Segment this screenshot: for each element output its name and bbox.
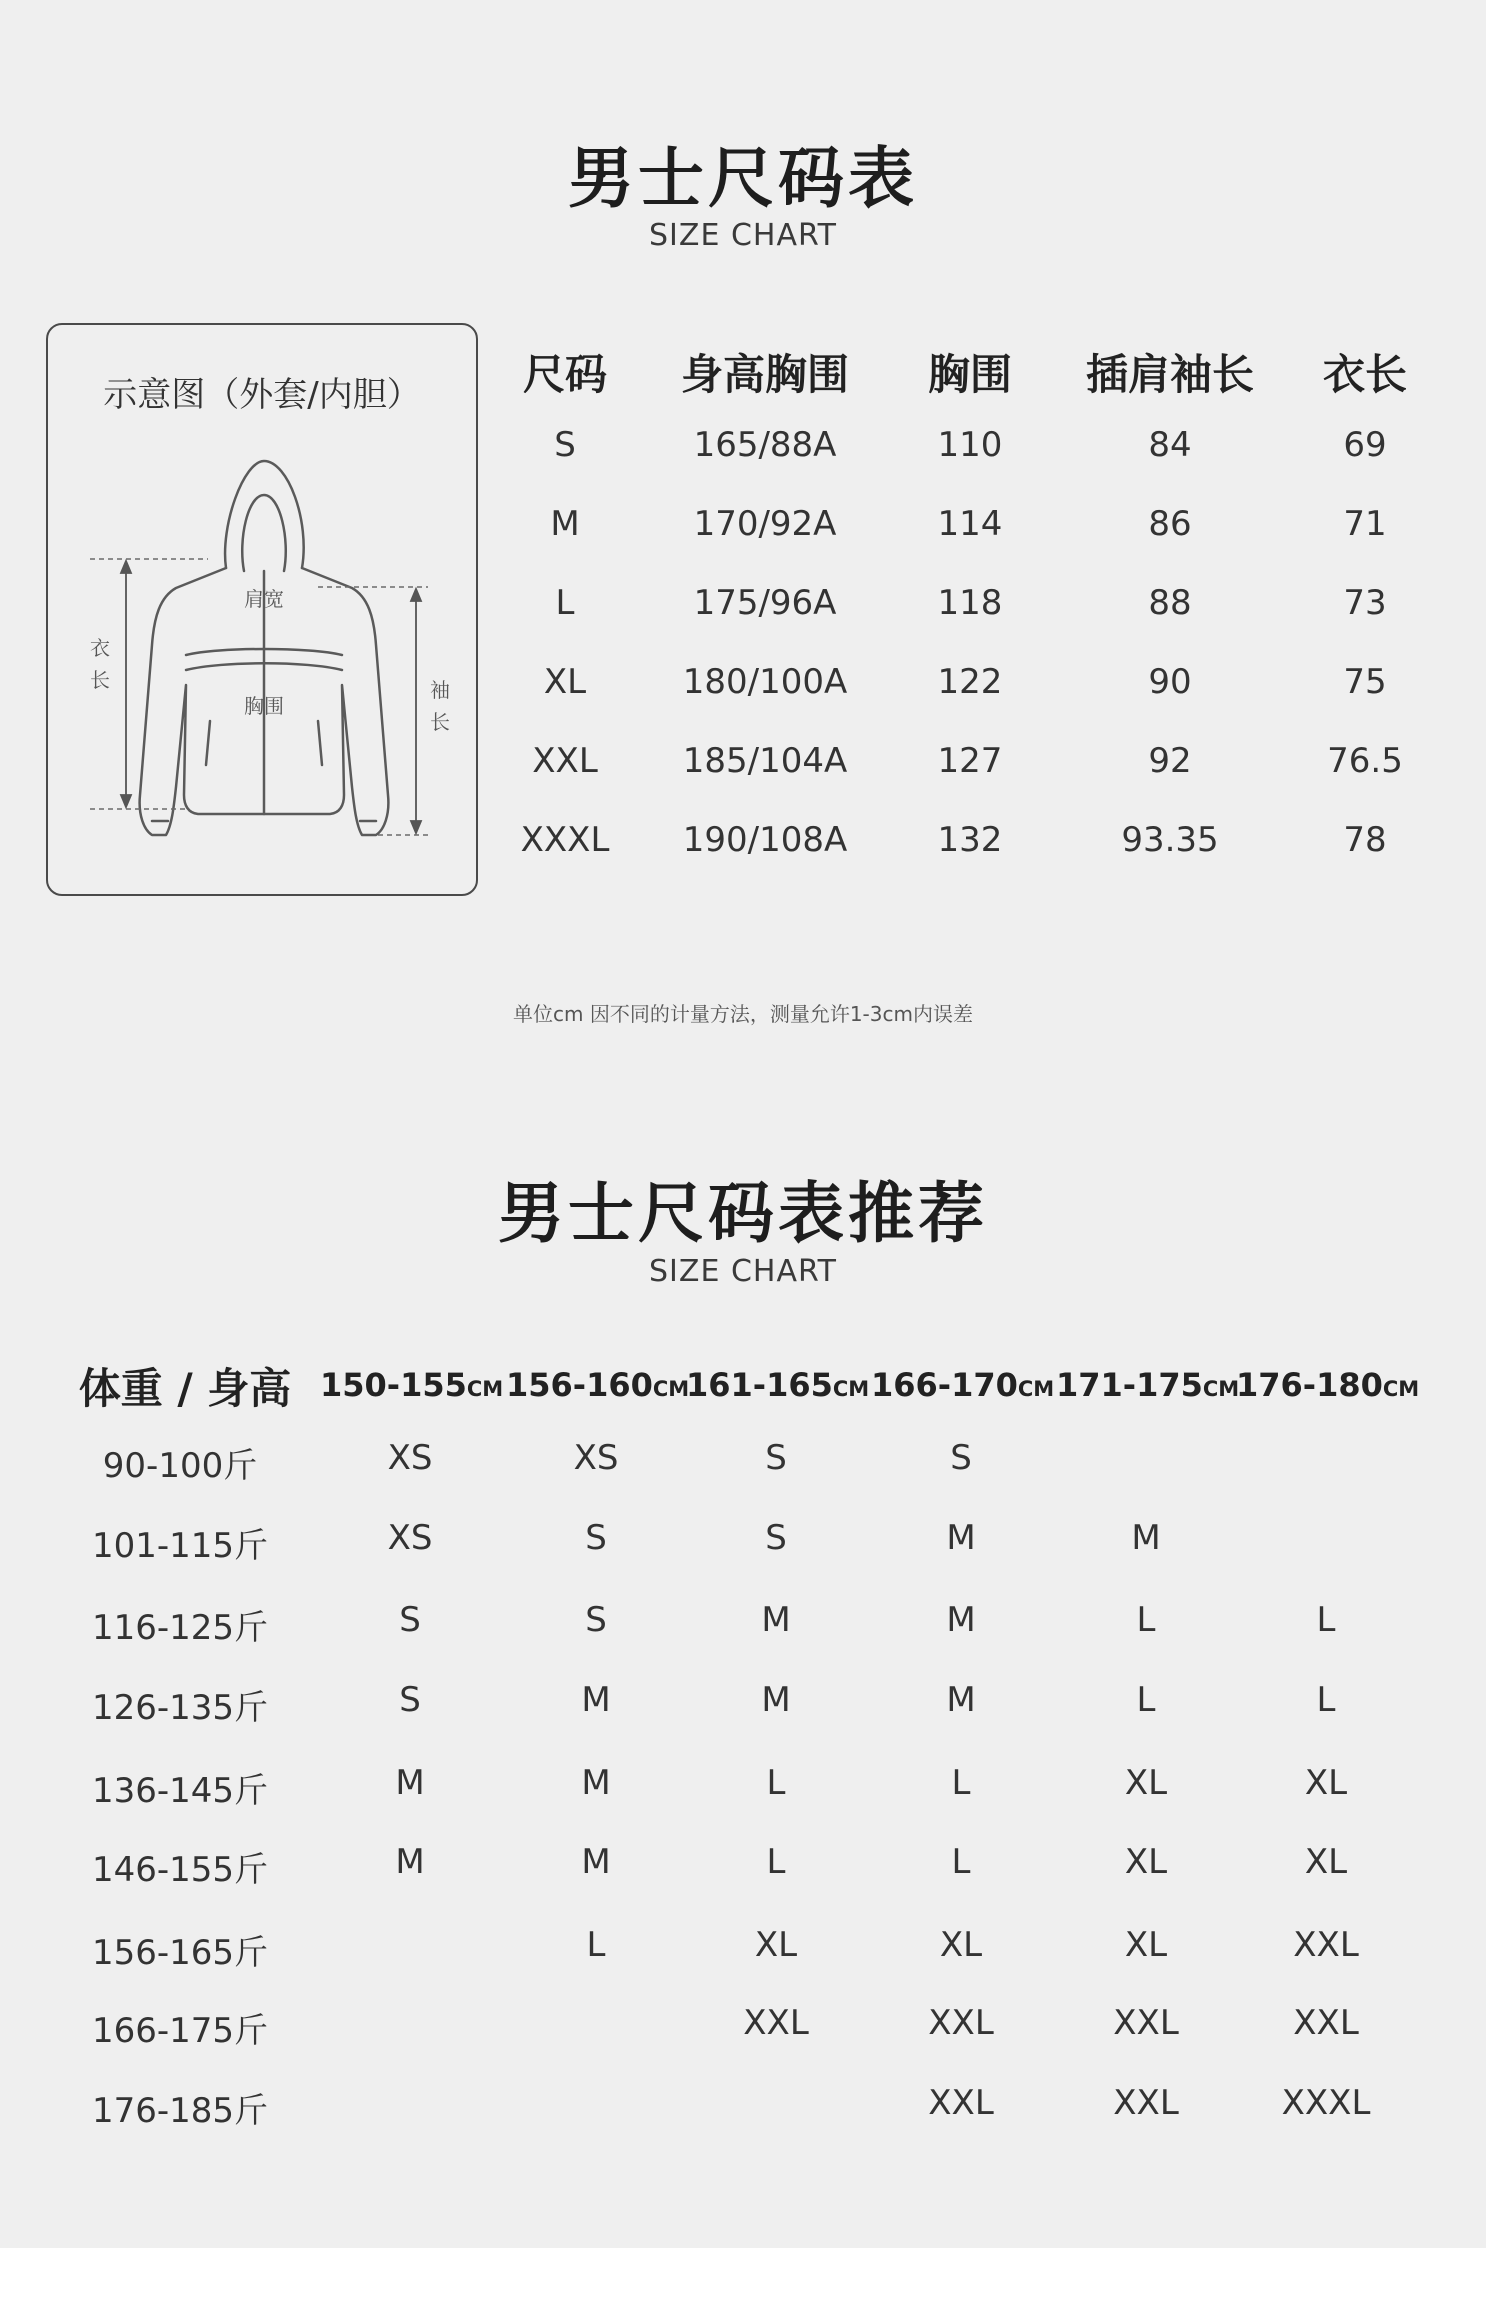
sleeve-arrow-head-top xyxy=(411,589,421,601)
recommended-size-r6-c4: XL xyxy=(1124,1925,1168,1965)
table-cell-r4-c4: 76.5 xyxy=(1327,741,1403,781)
recommended-size-r5-c2: L xyxy=(766,1842,786,1882)
recommended-size-r5-c0: M xyxy=(395,1842,425,1882)
recommended-size-r3-c1: M xyxy=(581,1680,611,1720)
table-cell-r5-c0: XXXL xyxy=(520,820,610,860)
size-chart-title: 男士尺码表 xyxy=(568,140,918,217)
table-cell-r4-c0: XXL xyxy=(532,741,598,781)
recommended-size-r1-c3: M xyxy=(946,1518,976,1558)
height-column-header-4 xyxy=(1056,1366,1240,1404)
height-column-header-2 xyxy=(686,1366,870,1404)
table-cell-r1-c4: 71 xyxy=(1343,504,1387,544)
recommended-size-r4-c5: XL xyxy=(1304,1763,1348,1803)
height-column-header-0 xyxy=(320,1366,504,1404)
height-unit: CM xyxy=(832,1377,870,1401)
recommended-size-r4-c3: L xyxy=(951,1763,971,1803)
table-cell-r2-c2: 118 xyxy=(937,583,1003,623)
height-column-header-3 xyxy=(871,1366,1055,1404)
recommended-size-r5-c5: XL xyxy=(1304,1842,1348,1882)
length-label-2: 长 xyxy=(90,668,110,692)
height-range: 156-160 xyxy=(506,1366,653,1404)
recommended-size-r7-c3: XXL xyxy=(928,2003,994,2043)
recommended-size-r5-c3: L xyxy=(951,1842,971,1882)
table-cell-r1-c2: 114 xyxy=(937,504,1003,544)
height-range: 150-155 xyxy=(320,1366,467,1404)
length-arrow-head-bottom xyxy=(121,795,131,807)
table-header-3: 插肩袖长 xyxy=(1085,350,1254,399)
recommended-size-r1-c0: XS xyxy=(387,1518,433,1558)
table-cell-r0-c3: 84 xyxy=(1148,425,1192,465)
jacket-diagram-box xyxy=(46,323,478,896)
recommendation-title: 男士尺码表推荐 xyxy=(498,1175,988,1252)
jacket-outline-illustration xyxy=(48,325,480,898)
sleeve-arrow-head-bottom xyxy=(411,821,421,833)
height-unit: CM xyxy=(652,1377,690,1401)
measurement-note: 单位cm 因不同的计量方法，测量允许1-3cm内误差 xyxy=(513,1002,973,1026)
recommended-size-r1-c4: M xyxy=(1131,1518,1161,1558)
table-header-4: 衣长 xyxy=(1322,350,1407,399)
table-cell-r3-c4: 75 xyxy=(1343,662,1387,702)
weight-row-label-6: 156-165斤 xyxy=(91,1933,269,1973)
size-chart-subtitle: SIZE CHART xyxy=(649,218,837,253)
weight-row-label-2: 116-125斤 xyxy=(91,1608,269,1648)
recommended-size-r0-c1: XS xyxy=(573,1438,619,1478)
table-cell-r1-c3: 86 xyxy=(1148,504,1192,544)
right-pocket xyxy=(318,721,322,765)
recommended-size-r3-c3: M xyxy=(946,1680,976,1720)
sleeve-label-1: 袖 xyxy=(430,678,450,702)
table-cell-r2-c1: 175/96A xyxy=(693,583,837,623)
chest-label: 胸围 xyxy=(244,694,284,718)
recommended-size-r2-c0: S xyxy=(399,1600,421,1640)
length-arrow-head-top xyxy=(121,561,131,573)
recommended-size-r5-c1: M xyxy=(581,1842,611,1882)
length-label-1: 衣 xyxy=(90,636,110,660)
height-range: 166-170 xyxy=(871,1366,1018,1404)
recommended-size-r4-c1: M xyxy=(581,1763,611,1803)
weight-row-label-7: 166-175斤 xyxy=(91,2011,269,2051)
weight-row-label-4: 136-145斤 xyxy=(91,1771,269,1811)
height-column-header-1 xyxy=(506,1366,690,1404)
hood-outline xyxy=(225,461,304,568)
weight-height-corner-label: 体重 / 身高 xyxy=(78,1364,292,1413)
table-cell-r1-c0: M xyxy=(550,504,580,544)
table-cell-r3-c3: 90 xyxy=(1148,662,1192,702)
recommended-size-r6-c2: XL xyxy=(754,1925,798,1965)
weight-row-label-1: 101-115斤 xyxy=(91,1526,269,1566)
recommended-size-r2-c1: S xyxy=(585,1600,607,1640)
weight-row-label-8: 176-185斤 xyxy=(91,2091,269,2131)
recommended-size-r3-c0: S xyxy=(399,1680,421,1720)
recommended-size-r8-c5: XXXL xyxy=(1281,2083,1371,2123)
height-column-header-5 xyxy=(1236,1366,1420,1404)
table-cell-r3-c0: XL xyxy=(543,662,587,702)
height-unit: CM xyxy=(1202,1377,1240,1401)
hood-inner-outline xyxy=(242,495,286,571)
table-cell-r5-c1: 190/108A xyxy=(682,820,848,860)
recommended-size-r5-c4: XL xyxy=(1124,1842,1168,1882)
recommended-size-r1-c2: S xyxy=(765,1518,787,1558)
diagram-caption: 示意图（外套/内胆） xyxy=(103,375,421,415)
table-cell-r0-c4: 69 xyxy=(1343,425,1387,465)
sleeve-label-2: 长 xyxy=(430,710,450,734)
recommended-size-r3-c4: L xyxy=(1136,1680,1156,1720)
recommended-size-r1-c1: S xyxy=(585,1518,607,1558)
table-cell-r4-c1: 185/104A xyxy=(682,741,848,781)
recommendation-subtitle: SIZE CHART xyxy=(649,1254,837,1289)
recommended-size-r4-c0: M xyxy=(395,1763,425,1803)
table-header-0: 尺码 xyxy=(522,350,607,399)
table-cell-r0-c1: 165/88A xyxy=(693,425,837,465)
table-header-1: 身高胸围 xyxy=(680,350,849,399)
table-cell-r3-c2: 122 xyxy=(937,662,1003,702)
weight-row-label-3: 126-135斤 xyxy=(91,1688,269,1728)
recommended-size-r7-c5: XXL xyxy=(1293,2003,1359,2043)
recommended-size-r6-c5: XXL xyxy=(1293,1925,1359,1965)
table-cell-r3-c1: 180/100A xyxy=(682,662,848,702)
recommended-size-r4-c4: XL xyxy=(1124,1763,1168,1803)
recommended-size-r3-c2: M xyxy=(761,1680,791,1720)
table-cell-r4-c3: 92 xyxy=(1148,741,1192,781)
recommended-size-r6-c1: L xyxy=(586,1925,606,1965)
weight-row-label-5: 146-155斤 xyxy=(91,1850,269,1890)
table-cell-r4-c2: 127 xyxy=(937,741,1003,781)
recommended-size-r7-c2: XXL xyxy=(743,2003,809,2043)
recommended-size-r0-c2: S xyxy=(765,1438,787,1478)
recommended-size-r0-c3: S xyxy=(950,1438,972,1478)
left-pocket xyxy=(206,721,210,765)
table-cell-r5-c2: 132 xyxy=(937,820,1003,860)
table-cell-r0-c2: 110 xyxy=(937,425,1003,465)
height-unit: CM xyxy=(466,1377,504,1401)
table-cell-r5-c4: 78 xyxy=(1343,820,1387,860)
height-range: 176-180 xyxy=(1236,1366,1383,1404)
table-header-2: 胸围 xyxy=(927,350,1012,399)
recommended-size-r3-c5: L xyxy=(1316,1680,1336,1720)
recommended-size-r8-c3: XXL xyxy=(928,2083,994,2123)
table-cell-r2-c3: 88 xyxy=(1148,583,1192,623)
recommended-size-r2-c5: L xyxy=(1316,1600,1336,1640)
recommended-size-r0-c0: XS xyxy=(387,1438,433,1478)
table-cell-r0-c0: S xyxy=(554,425,576,465)
recommended-size-r6-c3: XL xyxy=(939,1925,983,1965)
table-cell-r2-c0: L xyxy=(555,583,575,623)
height-range: 161-165 xyxy=(686,1366,833,1404)
table-cell-r2-c4: 73 xyxy=(1343,583,1387,623)
table-cell-r1-c1: 170/92A xyxy=(693,504,837,544)
height-unit: CM xyxy=(1382,1377,1420,1401)
weight-row-label-0: 90-100斤 xyxy=(102,1446,258,1486)
recommended-size-r2-c2: M xyxy=(761,1600,791,1640)
shoulder-label: 肩宽 xyxy=(244,587,284,611)
table-cell-r5-c3: 93.35 xyxy=(1121,820,1219,860)
recommended-size-r4-c2: L xyxy=(766,1763,786,1803)
recommended-size-r7-c4: XXL xyxy=(1113,2003,1179,2043)
recommended-size-r2-c4: L xyxy=(1136,1600,1156,1640)
height-range: 171-175 xyxy=(1056,1366,1203,1404)
recommended-size-r2-c3: M xyxy=(946,1600,976,1640)
height-unit: CM xyxy=(1017,1377,1055,1401)
recommended-size-r8-c4: XXL xyxy=(1113,2083,1179,2123)
